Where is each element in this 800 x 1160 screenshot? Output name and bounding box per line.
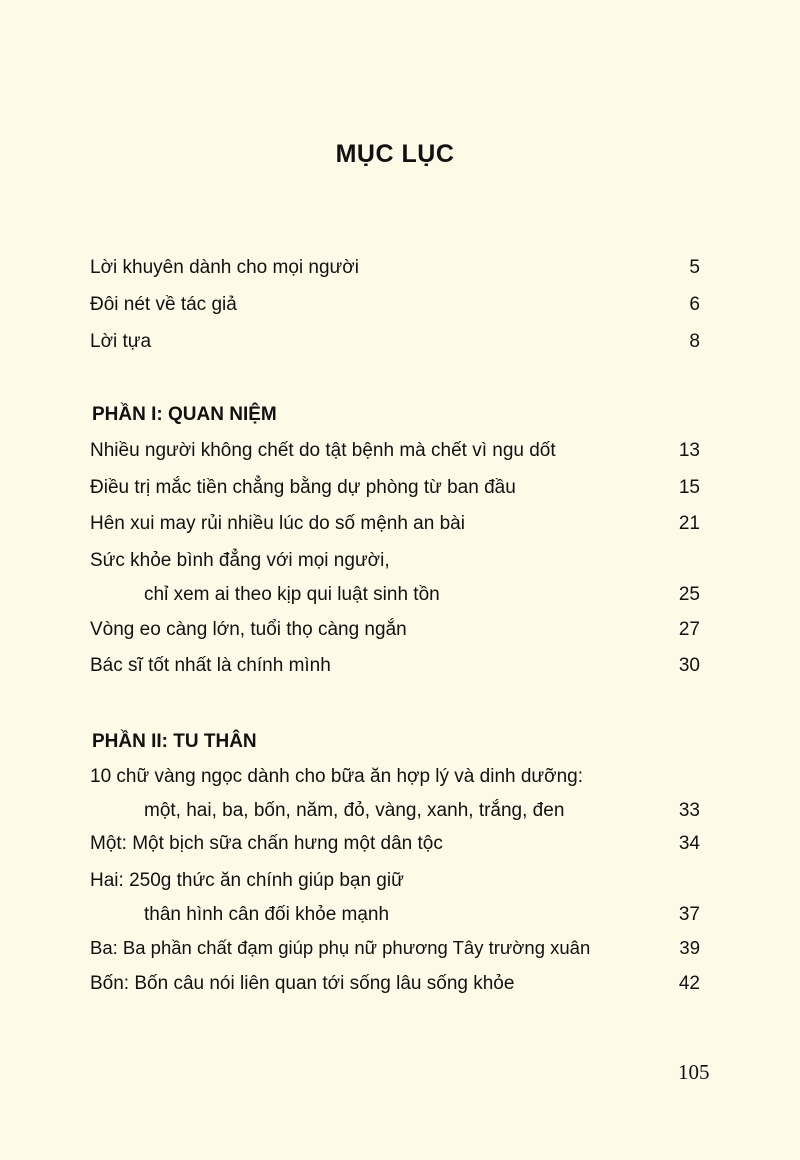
toc-entry xyxy=(90,293,700,317)
toc-entry-text: Vòng eo càng lớn, tuổi thọ càng ngắn xyxy=(90,619,407,640)
toc-entry-page: 33 xyxy=(678,800,700,821)
toc-entry-page: 25 xyxy=(678,584,700,605)
page-number: 105 xyxy=(678,1060,710,1084)
toc-entry-text: Nhiều người không chết do tật bệnh mà chết vì ngu dốt xyxy=(90,440,556,461)
toc-entry-page: 15 xyxy=(678,477,700,498)
toc-entry-text: Bốn: Bốn câu nói liên quan tới sống lâu sống khỏe xyxy=(90,973,515,994)
toc-entry-page: 8 xyxy=(689,331,700,352)
toc-entry xyxy=(90,654,700,678)
toc-entry-page: 6 xyxy=(689,294,700,315)
toc-entry xyxy=(90,256,700,280)
toc-entry-text: Đôi nét về tác giả xyxy=(90,294,237,315)
toc-entry xyxy=(90,618,700,642)
toc-entry-text: Hên xui may rủi nhiều lúc do số mệnh an bài xyxy=(90,513,465,534)
toc-entry-text: Ba: Ba phần chất đạm giúp phụ nữ phương Tây trường xuân xyxy=(90,937,591,958)
toc-entry xyxy=(90,512,700,536)
toc-entry-text: Lời khuyên dành cho mọi người xyxy=(90,257,359,278)
section-heading-part1: PHẦN I: QUAN NIỆM xyxy=(92,404,277,425)
toc-entry-text: Sức khỏe bình đẳng với mọi người, xyxy=(90,550,390,571)
toc-entry-text: Lời tựa xyxy=(90,331,152,352)
toc-entry xyxy=(90,549,700,607)
toc-entry-page: 39 xyxy=(679,937,700,958)
toc-entry-text-continued: thân hình cân đối khỏe mạnh xyxy=(144,904,390,925)
toc-entry xyxy=(90,765,700,823)
toc-entry-text-continued: chỉ xem ai theo kịp qui luật sinh tồn xyxy=(144,584,440,605)
toc-entry-text-continued: một, hai, ba, bốn, năm, đỏ, vàng, xanh, trắng, đen xyxy=(144,800,565,821)
page-title: MỤC LỤC xyxy=(335,140,455,168)
toc-entry-page: 21 xyxy=(678,513,700,534)
toc-entry-text: Bác sĩ tốt nhất là chính mình xyxy=(90,655,331,676)
toc-entry-text: Hai: 250g thức ăn chính giúp bạn giữ xyxy=(90,870,404,891)
toc-entry-text: Điều trị mắc tiền chẳng bằng dự phòng từ ban đầu xyxy=(90,477,516,498)
toc-entry-page: 13 xyxy=(678,440,700,461)
toc-entry-page: 30 xyxy=(678,655,700,676)
toc-entry-page: 37 xyxy=(678,904,700,925)
toc-entry-text: Một: Một bịch sữa chấn hưng một dân tộc xyxy=(90,833,443,854)
toc-entry xyxy=(90,330,700,354)
toc-entry xyxy=(90,832,700,856)
toc-entry xyxy=(90,936,700,960)
toc-entry-page: 5 xyxy=(689,257,700,278)
toc-entry-page: 34 xyxy=(678,833,700,854)
section-heading-part2: PHẦN II: TU THÂN xyxy=(92,731,257,752)
toc-entry-page: 27 xyxy=(678,619,700,640)
toc-entry xyxy=(90,439,700,463)
toc-entry xyxy=(90,869,700,927)
toc-entry-text: 10 chữ vàng ngọc dành cho bữa ăn hợp lý và dinh dưỡng: xyxy=(90,766,584,787)
toc-entry xyxy=(90,972,700,996)
toc-entry xyxy=(90,476,700,500)
toc-entry-page: 42 xyxy=(678,973,700,994)
